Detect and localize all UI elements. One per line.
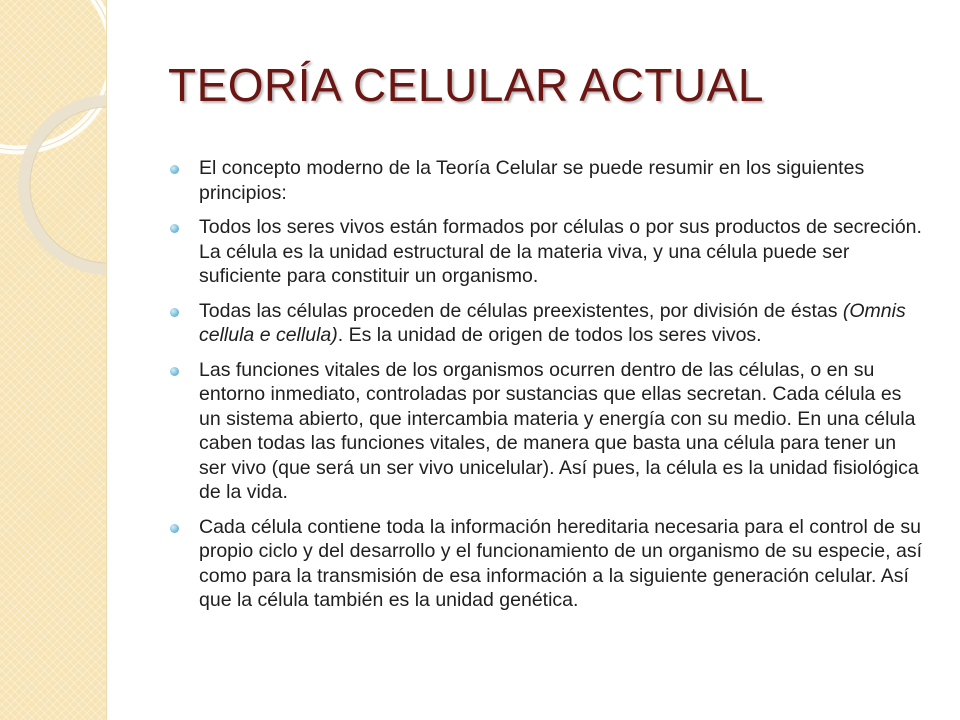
bullet-item	[170, 215, 922, 289]
bullet-text: El concepto moderno de la Teoría Celular se puede resumir en los siguientes principios:	[199, 157, 865, 204]
bullet-text: Todos los seres vivos están formados por células o por sus productos de secreción. La célula es la unidad estructural de la materia viva, y una célula puede ser suficiente para constituir un organismo.	[199, 216, 922, 287]
bullet-list	[170, 156, 922, 623]
bullet-item	[170, 299, 922, 348]
bullet-text: Cada célula contiene toda la información hereditaria necesaria para el control de su propio ciclo y del desarrollo y el funcionamiento de un organismo de su especie, así como para la transmisión de esa información a la siguiente generación celular. Así que la célula también es la unidad genética.	[199, 515, 922, 611]
bullet-item	[170, 358, 922, 505]
round-bullet-icon	[170, 224, 179, 233]
latin-phrase: (Omnis cellula e cellula)	[199, 299, 906, 346]
bullet-text-end: . Es la unidad de origen de todos los seres vivos.	[337, 324, 762, 346]
slide-title: TEORÍA CELULAR ACTUAL	[168, 59, 764, 111]
bullet-text: Las funciones vitales de los organismos ocurren dentro de las células, o en su entorno inmediato, controladas por sustancias que ellas secretan. Cada célula es un sistema abierto, que intercambia materia y energía con su medio. En una célula caben todas las funciones vitales, de manera que basta una célula para tener un ser vivo (que será un ser vivo unicelular). Así pues, la célula es la unidad fisiológica de la vida.	[199, 358, 919, 503]
ring-decoration-icon	[0, 0, 106, 720]
round-bullet-icon	[170, 308, 179, 317]
decorative-side-band	[0, 0, 107, 720]
bullet-text-start: Todas las células proceden de células preexistentes, por división de éstas	[199, 299, 843, 322]
bullet-item	[170, 515, 922, 613]
round-bullet-icon	[170, 165, 179, 174]
bullet-item	[170, 156, 922, 205]
round-bullet-icon	[170, 524, 179, 533]
round-bullet-icon	[170, 367, 179, 376]
